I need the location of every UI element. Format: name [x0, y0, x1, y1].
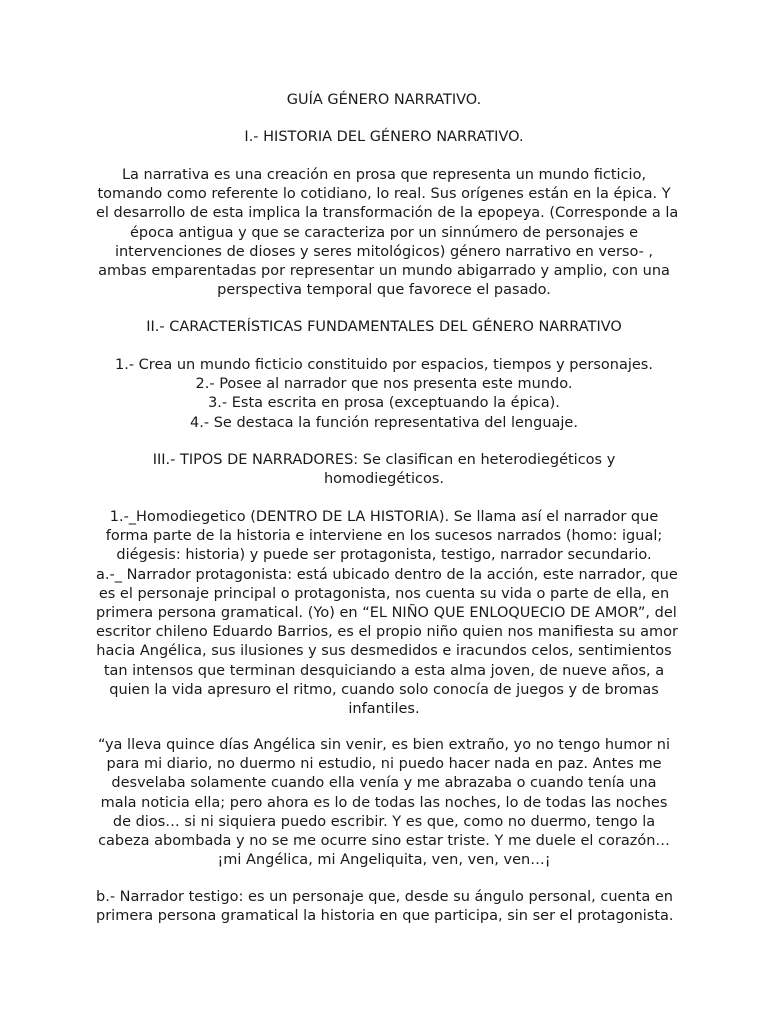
paragraph-line: La narrativa es una creación en prosa que representa un mundo ficticio, — [121, 167, 647, 183]
quote-line: “ya lleva quince días Angélica sin venir, es bien extraño, yo no tengo humor ni — [97, 737, 671, 753]
quote-line: de dios… si ni siquiera puedo escribir. Y es que, como no duermo, tengo la — [112, 813, 656, 830]
quote-block — [96, 736, 672, 870]
heading-line: III.- TIPOS DE NARRADORES: Se clasifican en heterodiegéticos y — [152, 452, 616, 468]
paragraph-line: escritor chileno Eduardo Barrios, es el propio niño quien nos manifiesta su amor — [96, 624, 678, 641]
list-item: 2.- Posee al narrador que nos presenta este mundo. — [195, 376, 573, 393]
section1-heading — [96, 128, 672, 147]
document-title — [96, 91, 672, 110]
section1-paragraph — [96, 166, 679, 300]
section2-list — [96, 356, 672, 433]
section3-heading — [96, 451, 672, 489]
paragraph-line: ambas emparentadas por representar un mundo abigarrado y amplio, con una — [98, 263, 670, 280]
list-item: 4.- Se destaca la función representativa del lenguaje. — [190, 414, 578, 431]
section3-paragraph — [96, 508, 678, 719]
paragraph-line: forma parte de la historia e interviene en los sucesos narrados (homo: igual; — [105, 528, 663, 545]
paragraph-line: infantiles. — [348, 701, 420, 718]
paragraph-line: tomando como referente lo cotidiano, lo real. Sus orígenes están en la épica. Y — [97, 186, 671, 203]
heading-line: II.- CARACTERÍSTICAS FUNDAMENTALES DEL GÉNERO NARRATIVO — [146, 319, 622, 335]
paragraph-line: intervenciones de dioses y seres mitológicos) género narrativo en verso- , — [114, 243, 654, 260]
quote-line: ¡mi Angélica, mi Angeliquita, ven, ven, ven…¡ — [217, 852, 551, 869]
paragraph-line: época antigua y que se caracteriza por un sinnúmero de personajes e — [129, 224, 639, 241]
paragraph-line: 1.-_Homodiegetico (DENTRO DE LA HISTORIA). Se llama así el narrador que — [109, 509, 659, 525]
quote-line: cabeza abombada y no se me ocurre sino estar triste. Y me duele el corazón… — [98, 833, 670, 850]
title-line: GUÍA GÉNERO NARRATIVO. — [286, 92, 482, 108]
list-item: 1.- Crea un mundo ficticio constituido por espacios, tiempos y personajes. — [115, 357, 653, 373]
paragraph-line: es el personaje principal o protagonista, nos cuenta su vida o parte de ella, en — [98, 585, 670, 602]
list-item: 3.- Esta escrita en prosa (exceptuando la épica). — [208, 395, 560, 412]
section2-heading — [96, 318, 672, 337]
quote-line: para mi diario, no duermo ni estudio, ni puedo hacer nada en paz. Antes me — [106, 756, 662, 773]
paragraph-line: perspectiva temporal que favorece el pasado. — [217, 282, 551, 299]
quote-line: mala noticia ella; pero ahora es lo de todas las noches, lo de todas las noches — [100, 794, 668, 811]
paragraph-line: quien la vida apresuro el ritmo, cuando solo conocía de juegos y de bromas — [109, 681, 659, 698]
closing-paragraph — [96, 888, 672, 926]
paragraph-line: diégesis: historia) y puede ser protagonista, testigo, narrador secundario. — [116, 547, 652, 564]
heading-line: homodiegéticos. — [323, 471, 445, 488]
paragraph-line: el desarrollo de esta implica la transformación de la epopeya. (Corresponde a la — [96, 205, 679, 222]
quote-line: desvelaba solamente cuando ella venía y me abrazaba o cuando tenía una — [111, 775, 657, 792]
paragraph-line: tan intensos que terminan desquiciando a esta alma joven, de nueve años, a — [103, 662, 665, 679]
heading-line: I.- HISTORIA DEL GÉNERO NARRATIVO. — [244, 129, 524, 145]
paragraph-line: primera persona gramatical la historia en que participa, sin ser el protagonista. — [96, 908, 674, 925]
paragraph-line: a.-_ Narrador protagonista: está ubicado dentro de la acción, este narrador, que — [96, 566, 678, 583]
paragraph-line: b.- Narrador testigo: es un personaje que, desde su ángulo personal, cuenta en — [96, 889, 673, 905]
paragraph-line: hacia Angélica, sus ilusiones y sus desmedidos e iracundos celos, sentimientos — [96, 643, 672, 660]
paragraph-line: primera persona gramatical. (Yo) en “EL NIÑO QUE ENLOQUECIO DE AMOR”, del — [96, 605, 677, 622]
